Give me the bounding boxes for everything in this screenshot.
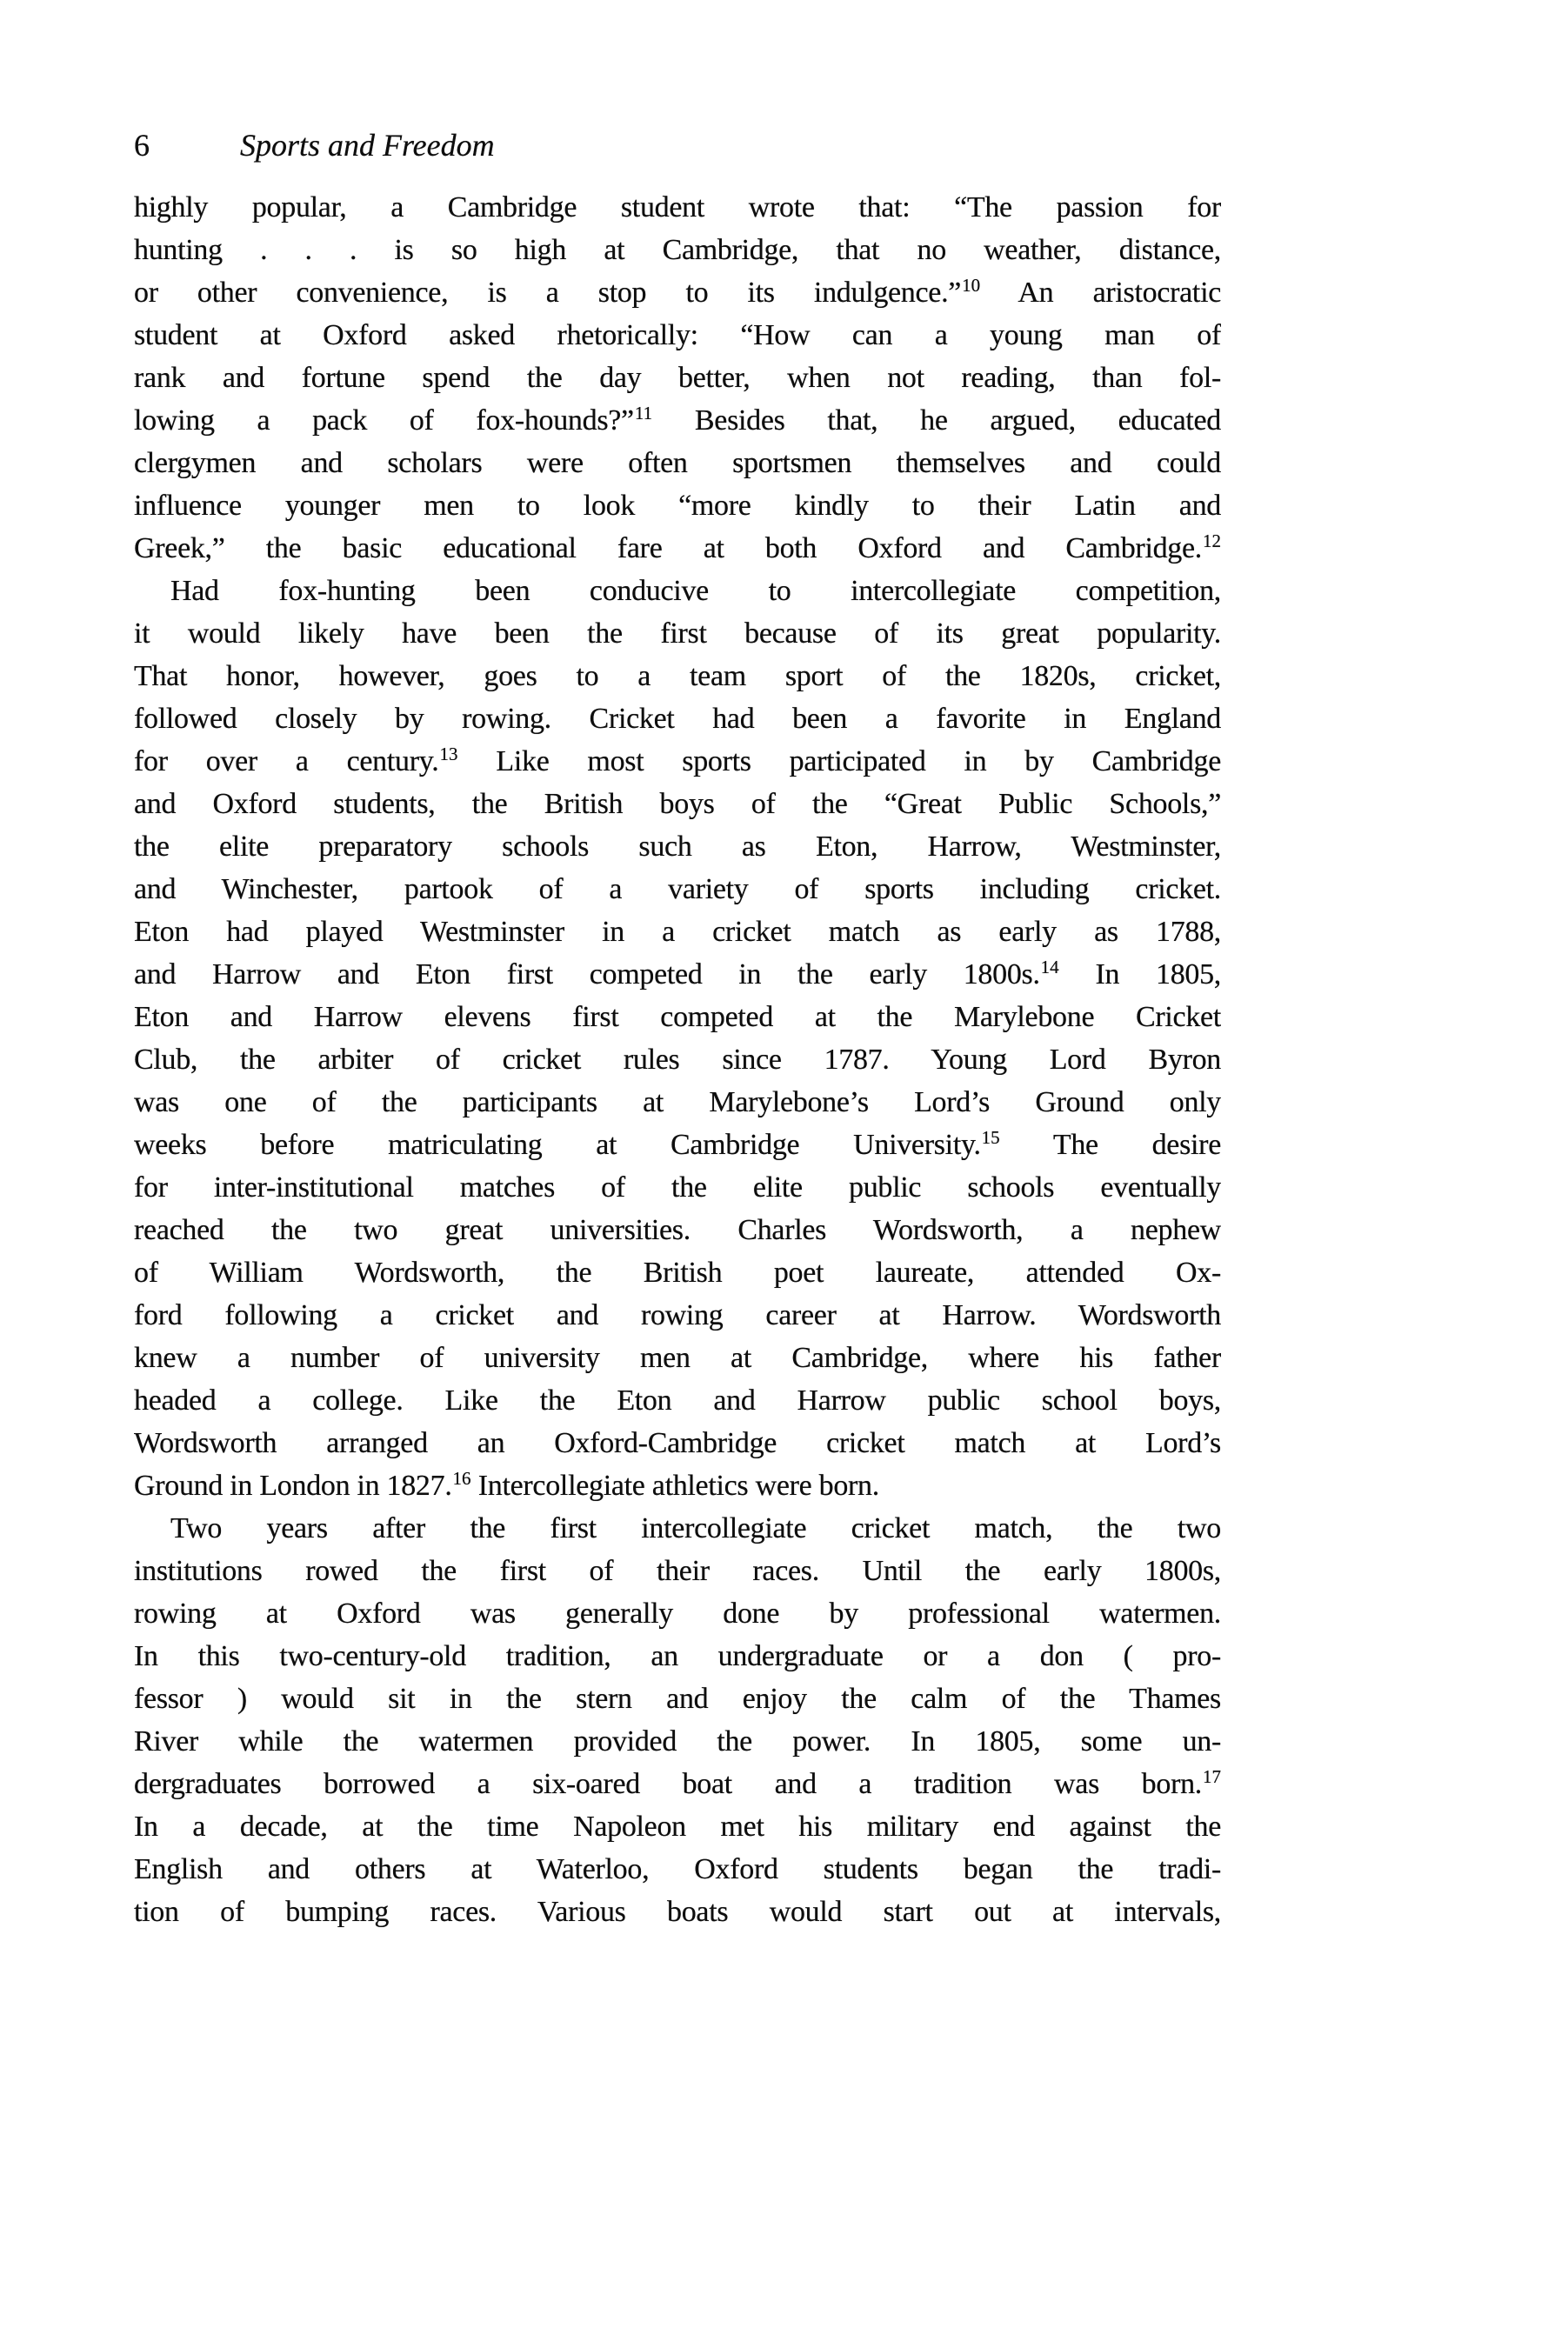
paragraph (134, 1507, 1221, 1933)
text-line: student at Oxford asked rhetorically: “How can a young man of (134, 319, 1221, 351)
text-line: reached the two great universities. Charles Wordsworth, a nephew (134, 1214, 1221, 1246)
footnote-ref: 13 (439, 744, 458, 764)
text-line: rank and fortune spend the day better, when not reading, than fol- (134, 362, 1221, 394)
text-line: River while the watermen provided the power. In 1805, some un- (134, 1725, 1221, 1758)
text-line: institutions rowed the first of their races. Until the early 1800s, (134, 1555, 1221, 1587)
text-line: headed a college. Like the Eton and Harrow public school boys, (134, 1384, 1221, 1417)
text-line: and Oxford students, the British boys of the “Great Public Schools,” (134, 788, 1221, 820)
text-line: for inter-institutional matches of the elite public schools eventually (134, 1171, 1221, 1204)
running-title: Sports and Freedom (240, 128, 495, 163)
text-line: Eton and Harrow elevens first competed at the Marylebone Cricket (134, 1001, 1221, 1033)
text-line: weeks before matriculating at Cambridge University.$^{15}$ The desire (134, 1127, 1221, 1161)
text-line: Wordsworth arranged an Oxford-Cambridge cricket match at Lord’s (134, 1427, 1221, 1459)
text-line: followed closely by rowing. Cricket had been a favorite in England (134, 703, 1221, 735)
text-line: highly popular, a Cambridge student wrote that: “The passion for (134, 191, 1221, 223)
footnote-ref: 15 (981, 1127, 1000, 1148)
text-line: Had fox-hunting been conducive to intercollegiate competition, (170, 575, 1221, 607)
text-line: hunting . . . is so high at Cambridge, that no weather, distance, (134, 234, 1221, 266)
page-number: 6 (134, 128, 150, 163)
text-line: In a decade, at the time Napoleon met his military end against the (134, 1811, 1221, 1843)
text-line: English and others at Waterloo, Oxford students began the tradi- (134, 1853, 1221, 1885)
paragraph (134, 186, 1221, 570)
text-line: and Harrow and Eton first competed in the early 1800s.$^{14}$ In 1805, (134, 957, 1221, 991)
text-line: ford following a cricket and rowing career at Harrow. Wordsworth (134, 1299, 1221, 1331)
text-line: lowing a pack of fox-hounds?”$^{11}$ Besides that, he argued, educated (134, 403, 1221, 437)
footnote-ref: 12 (1203, 530, 1221, 551)
text-line: dergraduates borrowed a six-oared boat and a tradition was born.$^{17}$ (134, 1766, 1221, 1800)
text-line: it would likely have been the first because of its great popularity. (134, 617, 1221, 650)
text-line: Ground in London in 1827.16 Intercollegiate athletics were born. (134, 1468, 879, 1502)
text-line: of William Wordsworth, the British poet laureate, attended Ox- (134, 1257, 1221, 1289)
text-line: was one of the participants at Marylebone’s Lord’s Ground only (134, 1086, 1221, 1118)
text-line: for over a century.$^{13}$ Like most sports participated in by Cambridge (134, 744, 1221, 777)
text-line: rowing at Oxford was generally done by professional watermen. (134, 1598, 1221, 1630)
page-header (134, 128, 1221, 166)
footnote-ref: 14 (1040, 957, 1059, 977)
footnote-ref: 10 (962, 275, 981, 296)
text-line: Club, the arbiter of cricket rules since 1787. Young Lord Byron (134, 1044, 1221, 1076)
text-line: fessor ) would sit in the stern and enjoy the calm of the Thames (134, 1683, 1221, 1715)
text-line: tion of bumping races. Various boats would start out at intervals, (134, 1896, 1221, 1928)
footnote-ref: 16 (452, 1468, 471, 1489)
text-line: Two years after the first intercollegiate cricket match, the two (170, 1512, 1221, 1544)
text-line: and Winchester, partook of a variety of sports including cricket. (134, 873, 1221, 905)
text-line: clergymen and scholars were often sportsmen themselves and could (134, 447, 1221, 479)
paragraph (134, 570, 1221, 1507)
text-line: or other convenience, is a stop to its indulgence.”$^{10}$ An aristocratic (134, 275, 1221, 309)
footnote-ref: 11 (634, 403, 653, 424)
text-line: knew a number of university men at Cambridge, where his father (134, 1342, 1221, 1374)
text-line: Eton had played Westminster in a cricket match as early as 1788, (134, 916, 1221, 948)
text-line: influence younger men to look “more kindly to their Latin and (134, 490, 1221, 522)
text-line: In this two-century-old tradition, an undergraduate or a don ( pro- (134, 1640, 1221, 1672)
text-line: Greek,” the basic educational fare at both Oxford and Cambridge.$^{12}$ (134, 530, 1221, 564)
body-text (134, 186, 1221, 1933)
footnote-ref: 17 (1203, 1766, 1221, 1787)
text-line: the elite preparatory schools such as Eton, Harrow, Westminster, (134, 830, 1221, 863)
text-line: That honor, however, goes to a team sport of the 1820s, cricket, (134, 660, 1221, 692)
